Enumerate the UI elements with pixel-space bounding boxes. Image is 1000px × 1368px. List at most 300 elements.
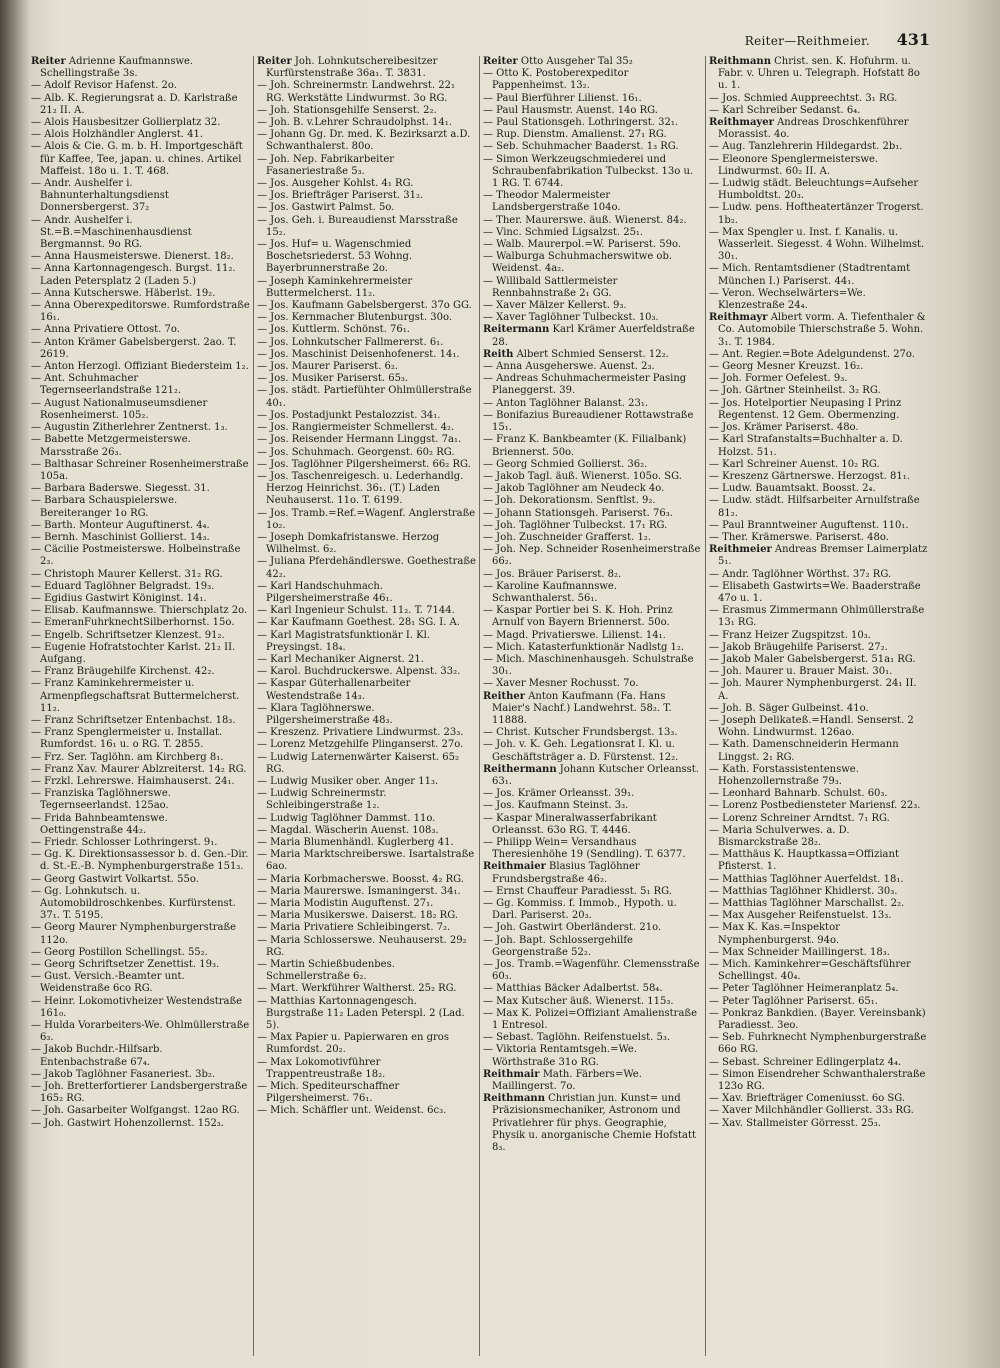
directory-entry <box>31 1069 250 1081</box>
page-number: 431 <box>896 30 930 49</box>
directory-entry <box>483 922 702 934</box>
directory-entry <box>257 434 476 446</box>
directory-entry <box>709 483 929 495</box>
directory-entry <box>483 361 702 373</box>
entry-text: — Joseph Delikateß.=Handl. Senserst. 2 Wohn. Lindwurmst. 126ao. <box>709 714 914 739</box>
entry-text: — Joh. Bapt. Schlossergehilfe Georgenstraße 52₂. <box>483 934 633 958</box>
entry-text: — Jos. Lohnkutscher Fallmererst. 6₁. <box>257 336 444 348</box>
entry-text: — Lorenz Schreiner Arndtst. 7₁ RG. <box>709 812 890 824</box>
entry-text: — Paul Bierführer Lilienst. 16₁. <box>483 92 642 104</box>
entry-text: — Anna Kutscherswe. Häberlst. 19₂. <box>31 287 216 299</box>
directory-entry <box>709 105 929 117</box>
entry-text: — Joh. Maurer u. Brauer Maist. 30₁. <box>709 666 893 678</box>
directory-entry <box>709 349 929 361</box>
directory-entry <box>483 935 702 959</box>
entry-text: — Babette Metzgermeisterswe. Marsstraße 26₃. <box>31 434 191 458</box>
directory-entry <box>483 215 702 227</box>
entry-text: — Juliana Pferdehändlerswe. Goethestraße 42₂. <box>257 556 476 580</box>
directory-entry <box>483 898 702 922</box>
directory-entry <box>709 1032 929 1056</box>
directory-entry <box>257 459 476 471</box>
entry-text: — Xaver Mälzer Kellerst. 9₃. <box>483 300 627 312</box>
entry-text: — Mich. Katasterfunktionär Nadlstg 1₂. <box>483 641 685 653</box>
entry-text: — Johann Gg. Dr. med. K. Bezirksarzt a.D. Schwanthalerst. 80o. <box>257 129 471 153</box>
entry-surname: Reithmeier <box>709 544 772 556</box>
directory-entry <box>31 630 250 642</box>
entry-text: — Georg Postillon Schellingst. 55₂. <box>31 946 208 958</box>
directory-entry <box>257 422 476 434</box>
directory-entry <box>31 80 250 92</box>
entry-text: Anton Kaufmann (Fa. Hans Maier's Nachf.) Landwehrst. 58₂. T. 11888. <box>492 690 672 726</box>
directory-entry <box>483 678 702 690</box>
directory-entry <box>31 288 250 300</box>
entry-text: — Kaspar Güterhallenarbeiter Westendstraße 14₃. <box>257 678 411 702</box>
entry-text: — Ludw. Bauamtsakt. Boosst. 2₄. <box>709 483 876 495</box>
entry-text: — Joh. Maurer Nymphenburgerst. 24₁ II. A. <box>709 678 917 702</box>
entry-surname: Reiter <box>483 56 518 67</box>
entry-text: — Martin Schießbudenbes. Schmellerstraße 6₂. <box>257 959 395 983</box>
entry-text: — Kaspar Portier bei S. K. Hoh. Prinz Arnulf von Bayern Briennerst. 50o. <box>483 605 673 629</box>
entry-text: — Jos. Musiker Pariserst. 65₃. <box>257 373 409 385</box>
directory-entry <box>257 471 476 508</box>
entry-text: — Joh. Bretterfortierer Landsbergerstraße 165₂ RG. <box>31 1081 248 1105</box>
directory-entry <box>31 727 250 751</box>
entry-text: — Alb. K. Regierungsrat a. D. Karlstraße 21₂ II. A. <box>31 92 238 116</box>
column-3 <box>480 56 706 1356</box>
entry-text: — Franz Schriftsetzer Entenbachst. 18₃. <box>31 714 236 726</box>
entry-text: — Anna Ausgeherswe. Auenst. 2₃. <box>483 361 655 373</box>
entry-text: — Andreas Schuhmachermeister Pasing Planeggerst. 39. <box>483 373 687 397</box>
directory-entry <box>31 263 250 287</box>
entry-text: — Max Papier u. Papierwaren en gros Rumfordst. 20₂. <box>257 1032 449 1056</box>
directory-entry <box>483 813 702 837</box>
directory-entry <box>483 93 702 105</box>
entry-text: — Anton Taglöhner Balanst. 23₁. <box>483 397 649 409</box>
directory-entry <box>257 752 476 776</box>
entry-text: — Lorenz Postbediensteter Mariensf. 22₃. <box>709 800 921 812</box>
directory-entry <box>709 202 929 226</box>
directory-entry <box>257 703 476 727</box>
entry-text: — Karl Strafanstalts=Buchhalter a. D. Holzst. 51₁. <box>709 434 903 458</box>
directory-entry <box>31 569 250 581</box>
entry-text: — Matthäus K. Hauptkassa=Offiziant Pfisterst. 1. <box>709 849 899 873</box>
directory-entry <box>257 678 476 702</box>
entry-surname: Reithmann <box>483 1093 545 1105</box>
directory-entry <box>31 849 250 873</box>
directory-entry <box>257 874 476 886</box>
entry-text: — Barbara Schauspielerswe. Bereiteranger 1o RG. <box>31 495 178 519</box>
directory-entry <box>709 630 929 642</box>
directory-entry <box>257 154 476 178</box>
entry-text: — Karl Ingenieur Schulst. 11₂. T. 7144. <box>257 605 455 617</box>
entry-text: — Georg Mesner Kreuzst. 16₂. <box>709 361 864 373</box>
directory-entry <box>257 190 476 202</box>
directory-entry <box>483 154 702 191</box>
directory-entry <box>257 654 476 666</box>
directory-entry <box>483 129 702 141</box>
entry-text: — Alois Holzhändler Anglerst. 41. <box>31 129 204 141</box>
entry-text: — Egidius Gastwirt Königinst. 14₁. <box>31 592 207 604</box>
directory-entry <box>709 422 929 434</box>
directory-entry <box>31 959 250 971</box>
entry-text: — Georg Maurer Nymphenburgerstraße 112o. <box>31 922 237 946</box>
directory-entry <box>483 434 702 458</box>
entry-text: — Joh. Gärtner Steinheilst. 3₂ RG. <box>709 385 881 397</box>
directory-entry <box>31 813 250 837</box>
entry-text: — Jos. Maurer Pariserst. 6₂. <box>257 361 399 373</box>
entry-text: — Maria Marktschreiberswe. Isartalstraße 6ao. <box>257 849 475 873</box>
entry-text: — Paul Hausmstr. Auenst. 14o RG. <box>483 104 658 116</box>
directory-entry <box>483 861 702 885</box>
directory-entry <box>31 971 250 995</box>
directory-entry <box>709 56 929 93</box>
directory-entry <box>483 410 702 434</box>
entry-text: — Walb. Maurerpol.=W. Pariserst. 59o. <box>483 239 681 251</box>
directory-entry <box>31 398 250 422</box>
directory-entry <box>709 141 929 153</box>
entry-text: — Maria Modistin Auguftenst. 27₁. <box>257 898 434 910</box>
entry-text: — Ponkraz Bankdien. (Bayer. Vereinsbank) Paradiesst. 3eo. <box>709 1007 926 1032</box>
entry-text: — Joh. Zuschneider Grafferst. 1₂. <box>483 531 651 543</box>
directory-entry <box>31 678 250 715</box>
entry-text: — Jos. Geh. i. Bureaudienst Marsstraße 15₂. <box>257 214 458 238</box>
directory-entry <box>709 825 929 849</box>
directory-entry <box>257 605 476 617</box>
directory-entry <box>257 788 476 812</box>
page-header <box>30 26 930 52</box>
directory-entry <box>709 398 929 422</box>
entry-text: — Sebast. Taglöhn. Reifenstuelst. 5₃. <box>483 1032 671 1044</box>
directory-entry <box>709 434 929 458</box>
entry-text: — Xav. Briefträger Comeniusst. 6o SG. <box>709 1093 906 1105</box>
entry-text: — Jos. Kuttlerm. Schönst. 76₁. <box>257 324 410 336</box>
directory-entry <box>257 1105 476 1117</box>
entry-surname: Reithmayr <box>709 312 768 324</box>
entry-text: — Alois Hausbesitzer Gollierplatz 32. <box>31 117 221 129</box>
directory-entry <box>709 764 929 788</box>
directory-entry <box>709 385 929 397</box>
entry-text: — Jos. Taglöhner Pilgersheimerst. 66₂ RG. <box>257 458 471 470</box>
directory-entry <box>31 434 250 458</box>
directory-entry <box>483 373 702 397</box>
directory-entry <box>31 93 250 117</box>
directory-entry <box>709 520 929 532</box>
directory-entry <box>257 825 476 837</box>
entry-text: — Jakob Taglöhner am Neudeck 4o. <box>483 483 665 495</box>
directory-entry <box>709 1069 929 1093</box>
entry-text: — Paul Branntweiner Auguftenst. 110₁. <box>709 519 909 531</box>
entry-text: — Joh. Nep. Schneider Rosenheimerstraße 66₂. <box>483 544 701 568</box>
entry-text: — Walburga Schuhmacherswitwe ob. Weidenst. 4a₂. <box>483 251 673 275</box>
directory-entry <box>709 178 929 202</box>
entry-text: — Jos. Taschenreigesch. u. Lederhandlg. Herzog Heinrichst. 36₁. (T.) Laden Neuhauserst. 11o. T. 6199. <box>257 470 464 507</box>
directory-entry <box>483 68 702 92</box>
directory-entry <box>257 300 476 312</box>
entry-text: Adrienne Kaufmannswe. Schellingstraße 3s. <box>40 56 194 80</box>
entry-text: — Eduard Taglöhner Belgradst. 19₃. <box>31 580 215 592</box>
entry-surname: Reithmaier <box>483 861 546 873</box>
directory-entry <box>709 312 929 349</box>
entry-text: — Joseph Kaminkehrermeister Buttermelcherst. 11₂. <box>257 275 413 299</box>
entry-text: — Maria Schulverwes. a. D. Bismarckstraße 28₂. <box>709 824 850 848</box>
directory-entry <box>483 520 702 532</box>
directory-entry <box>483 581 702 605</box>
directory-entry <box>709 922 929 946</box>
entry-text: — Augustin Zitherlehrer Zentnerst. 1₃. <box>31 422 228 434</box>
directory-entry <box>31 459 250 483</box>
entry-text: Blasius Taglöhner Frundsbergstraße 46₂. <box>492 861 640 885</box>
entry-text: — Jos. Tramb.=Ref.=Wagenf. Anglerstraße 1o₂. <box>257 507 476 531</box>
entry-text: — Kreszenz Gärtnerswe. Herzogst. 81₁. <box>709 470 910 482</box>
directory-entry <box>31 56 250 80</box>
directory-entry <box>483 1032 702 1044</box>
entry-text: — Maria Privatiere Schleibingerst. 7₂. <box>257 922 451 934</box>
directory-entry <box>483 630 702 642</box>
entry-text: — Franziska Taglöhnerswe. Tegernseerlandst. 125ao. <box>31 788 171 812</box>
directory-entry <box>483 459 702 471</box>
entry-text: — Jos. Maschinist Deisenhofenerst. 14₁. <box>257 348 460 360</box>
directory-entry <box>483 508 702 520</box>
entry-text: — Barbara Baderswe. Siegesst. 31. <box>31 483 210 495</box>
entry-text: — Jos. Bräuer Pariserst. 8₂. <box>483 568 622 580</box>
entry-text: — Matthias Bäcker Adalbertst. 58₄. <box>483 983 663 995</box>
entry-text: Christ. sen. K. Hofuhrm. u. Fabr. v. Uhren u. Telegraph. Hofstatt 8o u. 1. <box>718 56 920 92</box>
entry-text: — Kreszenz. Privatiere Lindwurmst. 23₃. <box>257 727 464 739</box>
entry-text: — Seb. Schuhmacher Baaderst. 1₃ RG. <box>483 141 679 153</box>
directory-entry <box>257 959 476 983</box>
entry-text: — Ther. Maurerswe. äuß. Wienerst. 84₂. <box>483 214 687 226</box>
entry-text: — Eugenie Hofratstochter Karlst. 21₂ II. Aufgang. <box>31 641 236 665</box>
directory-entry <box>31 764 250 776</box>
directory-entry <box>483 654 702 678</box>
entry-text: — Jos. Hotelportier Neupasing I Prinz Regentenst. 12 Gem. Obermenzing. <box>709 397 902 421</box>
entry-text: — Frz. Ser. Taglöhn. am Kirchberg 8₁. <box>31 751 224 763</box>
directory-entry <box>709 983 929 995</box>
directory-entry <box>31 788 250 812</box>
entry-surname: Reith <box>483 348 514 360</box>
directory-entry <box>709 93 929 105</box>
directory-entry <box>709 569 929 581</box>
directory-entry <box>709 703 929 715</box>
entry-text: — Eleonore Spenglermeisterswe. Lindwurmst. 60₂ II. A. <box>709 153 879 177</box>
entry-text: Christian jun. Kunst= und Präzisionsmechaniker, Astronom und Privatlehrer für phys. Geographie, Physik u. anorganische Chemie Hofstatt 8₃. <box>492 1093 697 1154</box>
entry-text: — Joh. Dekorationsm. Senftlst. 9₂. <box>483 495 656 507</box>
entry-text: — Magd. Privatierswe. Lilienst. 14₁. <box>483 629 666 641</box>
directory-entry <box>257 1081 476 1105</box>
entry-text: — Matthias Taglöhner Auerfeldst. 18₁. <box>709 873 904 885</box>
entry-text: — Ludwig Schreinermstr. Schleibingerstraße 1₂. <box>257 788 387 812</box>
directory-entry <box>483 483 702 495</box>
entry-surname: Reiter <box>31 56 66 67</box>
directory-entry <box>257 922 476 934</box>
directory-entry <box>483 398 702 410</box>
entry-text: — Jos. Rangiermeister Schmellerst. 4₂. <box>257 422 455 434</box>
directory-entry <box>483 190 702 214</box>
directory-entry <box>257 373 476 385</box>
directory-entry <box>483 471 702 483</box>
directory-entry <box>483 300 702 312</box>
entry-text: Albert Schmied Senserst. 12₂. <box>516 348 669 360</box>
entry-text: Otto Ausgeher Tal 35₂ <box>520 56 633 67</box>
directory-entry <box>483 739 702 763</box>
entry-text: — Ludwig Taglöhner Dammst. 11o. <box>257 812 436 824</box>
entry-text: — Jos. Reisender Hermann Linggst. 7a₁. <box>257 434 462 446</box>
directory-entry <box>31 495 250 519</box>
directory-entry <box>709 739 929 763</box>
entry-text: — Karl Schreiber Sedanst. 6₄. <box>709 104 861 116</box>
entry-text: — Hulda Vorarbeiters-We. Ohlmüllerstraße 6₃. <box>31 1020 250 1044</box>
entry-text: — Karol. Buchdruckerswe. Alpenst. 33₂. <box>257 666 461 678</box>
entry-text: — EmeranFuhrknechtSilberhornst. 15o. <box>31 617 235 629</box>
entry-text: — Franz Xav. Maurer Ablzreiterst. 14₂ RG. <box>31 763 247 775</box>
directory-entry <box>483 544 702 568</box>
entry-text: — Max Lokomotivführer Trappentreustraße 18₂. <box>257 1056 386 1080</box>
directory-entry <box>709 361 929 373</box>
directory-entry <box>709 544 929 568</box>
entry-text: — Jos. Krämer Pariserst. 48o. <box>709 422 859 434</box>
entry-text: — Matthias Taglöhner Marschallst. 2₂. <box>709 898 905 910</box>
directory-entry <box>31 361 250 373</box>
entry-text: — Franz Spenglermeister u. Installat. Rumfordst. 16₁ u. o RG. T. 2855. <box>31 727 223 751</box>
entry-text: — Joh. Gastwirt Oberländerst. 21o. <box>483 922 662 934</box>
entry-text: — Franz Kaminkehrermeister u. Armenpflegschaftsrat Buttermelcherst. 11₂. <box>31 678 240 714</box>
entry-text: — Seb. Fuhrknecht Nymphenburgerstraße 66o RG. <box>709 1032 927 1056</box>
directory-entry <box>483 141 702 153</box>
directory-entry <box>257 129 476 153</box>
directory-entry <box>709 654 929 666</box>
entry-text: — Jos. Krämer Orleansst. 39₁. <box>483 788 635 800</box>
directory-entry <box>483 983 702 995</box>
directory-entry <box>31 544 250 568</box>
entry-text: — Jos. Postadjunkt Pestalozzist. 34₁. <box>257 409 441 421</box>
directory-entry <box>709 898 929 910</box>
directory-entry <box>709 1008 929 1032</box>
directory-entry <box>31 1118 250 1130</box>
entry-text: — Jos. Huf= u. Wagenschmied Boschetsriederst. 53 Wohng. Bayerbrunnerstraße 2o. <box>257 239 413 275</box>
entry-text: — Ant. Schuhmacher Tegernseerlandstraße 121₂. <box>31 373 182 397</box>
entry-text: — Jos. Kernmacher Blutenburgst. 30o. <box>257 312 453 324</box>
directory-entry <box>31 996 250 1020</box>
entry-text: — Viktoria Rentamtsgeh.=We. Wörthstraße 31o RG. <box>483 1044 638 1068</box>
entry-text: — Friedr. Schlosser Lothringerst. 9₁. <box>31 837 218 848</box>
entry-text: — Leonhard Bahnarb. Schulst. 60₃. <box>709 788 888 800</box>
directory-entry <box>709 874 929 886</box>
column-2 <box>254 56 480 1356</box>
entry-text: — Klara Taglöhnerswe. Pilgersheimerstraße 48₃. <box>257 702 393 726</box>
entry-text: — Franz Heizer Zugspitzst. 10₃. <box>709 629 871 641</box>
entry-text: — Jos. Briefträger Pariserst. 31₂. <box>257 190 424 202</box>
directory-entry <box>257 324 476 336</box>
directory-entry <box>31 617 250 629</box>
directory-entry <box>709 373 929 385</box>
entry-text: — Aug. Tanzlehrerin Hildegardst. 2b₁. <box>709 141 903 153</box>
directory-entry <box>31 117 250 129</box>
directory-entry <box>709 849 929 873</box>
directory-entry <box>709 715 929 739</box>
directory-entry <box>31 837 250 849</box>
directory-entry <box>31 1044 250 1068</box>
entry-text: — Frzkl. Lehrerswe. Haimhauserst. 24₁. <box>31 775 235 787</box>
directory-entry <box>31 1105 250 1117</box>
directory-entry <box>257 886 476 898</box>
entry-text: — Jos. Schmied Auppreechtst. 3₁ RG. <box>709 92 898 104</box>
directory-entry <box>257 1057 476 1081</box>
entry-text: — Ludwig Laternenwärter Kaiserst. 65₂ RG. <box>257 751 460 775</box>
entry-text: — Gg. Lohnkutsch. u. Automobildroschkenbes. Kurfürstenst. 37₁. T. 5195. <box>31 885 236 922</box>
directory-entry <box>257 337 476 349</box>
directory-entry <box>257 776 476 788</box>
entry-text: — Karl Magistratsfunktionär I. Kl. Preysingst. 18₄. <box>257 629 431 653</box>
directory-entry <box>257 239 476 276</box>
entry-text: — Christoph Maurer Kellerst. 31₂ RG. <box>31 568 223 580</box>
directory-entry <box>31 874 250 886</box>
directory-entry <box>31 947 250 959</box>
directory-entry <box>483 764 702 788</box>
entry-text: — Maria Schlosserswe. Neuhauserst. 29₂ RG. <box>257 934 467 958</box>
entry-text: — Max Kutscher äuß. Wienerst. 115₃. <box>483 995 674 1007</box>
entry-text: — Matthias Taglöhner Khidlerst. 30₃. <box>709 885 898 897</box>
entry-text: — Andr. Aushelfer i. Bahnunterhaltungsdienst Donnersbergerst. 37₂ <box>31 178 169 214</box>
entry-text: — Mich. Rentamtsdiener (Stadtrentamt München I.) Pariserst. 44₁. <box>709 263 911 287</box>
entry-text: — Alois & Cie. G. m. b. H. Importgeschäft für Kaffee, Tee, japan. u. chines. Artikel Maffeist. 18o u. 1. T. 468. <box>31 141 243 177</box>
entry-text: — Veron. Wechselwärters=We. Klenzestraße 24₄. <box>709 287 866 312</box>
directory-entry <box>257 630 476 654</box>
entry-text: — Mich. Kaminkehrer=Geschäftsführer Schellingst. 40₄. <box>709 959 911 983</box>
entry-text: — Joh. Stationsgehilfe Senserst. 2₂. <box>257 104 437 116</box>
directory-entry <box>257 898 476 910</box>
entry-text: — Anna Oberexpeditorswe. Rumfordstraße 16₁. <box>31 300 250 324</box>
directory-entry <box>709 1105 929 1117</box>
directory-entry <box>257 385 476 409</box>
directory-entry <box>31 642 250 666</box>
directory-entry <box>483 105 702 117</box>
entry-text: — Bonifazius Bureaudiener Rottawstraße 15₁. <box>483 409 694 434</box>
directory-entry <box>257 996 476 1033</box>
entry-text: — Heinr. Lokomotivheizer Westendstraße 161₀. <box>31 995 243 1019</box>
directory-entry <box>31 215 250 252</box>
directory-entry <box>483 837 702 861</box>
entry-text: — Joh. B. Säger Gulbeinst. 41o. <box>709 702 869 714</box>
entry-text: — Franz K. Bankbeamter (K. Filialbank) Briennerst. 50o. <box>483 434 687 458</box>
entry-text: — Frida Bahnbeamtenswe. Oettingenstraße 44₂. <box>31 812 168 836</box>
entry-text: — Xaver Milchhändler Gollierst. 33₃ RG. <box>709 1105 914 1117</box>
directory-entry <box>709 666 929 678</box>
entry-text: Andreas Bremser Laimerplatz 5₁. <box>718 544 928 568</box>
columns <box>28 56 933 1356</box>
directory-entry <box>257 117 476 129</box>
entry-text: — August Nationalmuseumsdiener Rosenheimerst. 105₂. <box>31 397 208 421</box>
entry-text: — Mart. Werkführer Waltherst. 25₂ RG. <box>257 983 457 995</box>
directory-entry <box>483 251 702 275</box>
directory-entry <box>257 935 476 959</box>
directory-entry <box>31 483 250 495</box>
directory-entry <box>31 422 250 434</box>
directory-entry <box>31 886 250 923</box>
entry-text: — Vinc. Schmied Ligsalzst. 25₁. <box>483 226 644 238</box>
entry-text: — Joh. Gasarbeiter Wolfgangst. 12ao RG. <box>31 1105 240 1117</box>
directory-entry <box>709 959 929 983</box>
directory-entry <box>709 910 929 922</box>
entry-text: — Jakob Buchdr.-Hilfsarb. Entenbachstraße 67₄. <box>31 1044 163 1068</box>
directory-entry <box>709 154 929 178</box>
entry-text: — Engelb. Schriftsetzer Klenzest. 91₂. <box>31 629 225 641</box>
directory-entry <box>709 117 929 141</box>
directory-entry <box>257 80 476 104</box>
directory-entry <box>483 788 702 800</box>
directory-entry <box>257 727 476 739</box>
entry-text: — Andr. Taglöhner Wörthst. 37₂ RG. <box>709 568 892 580</box>
directory-entry <box>31 1020 250 1044</box>
